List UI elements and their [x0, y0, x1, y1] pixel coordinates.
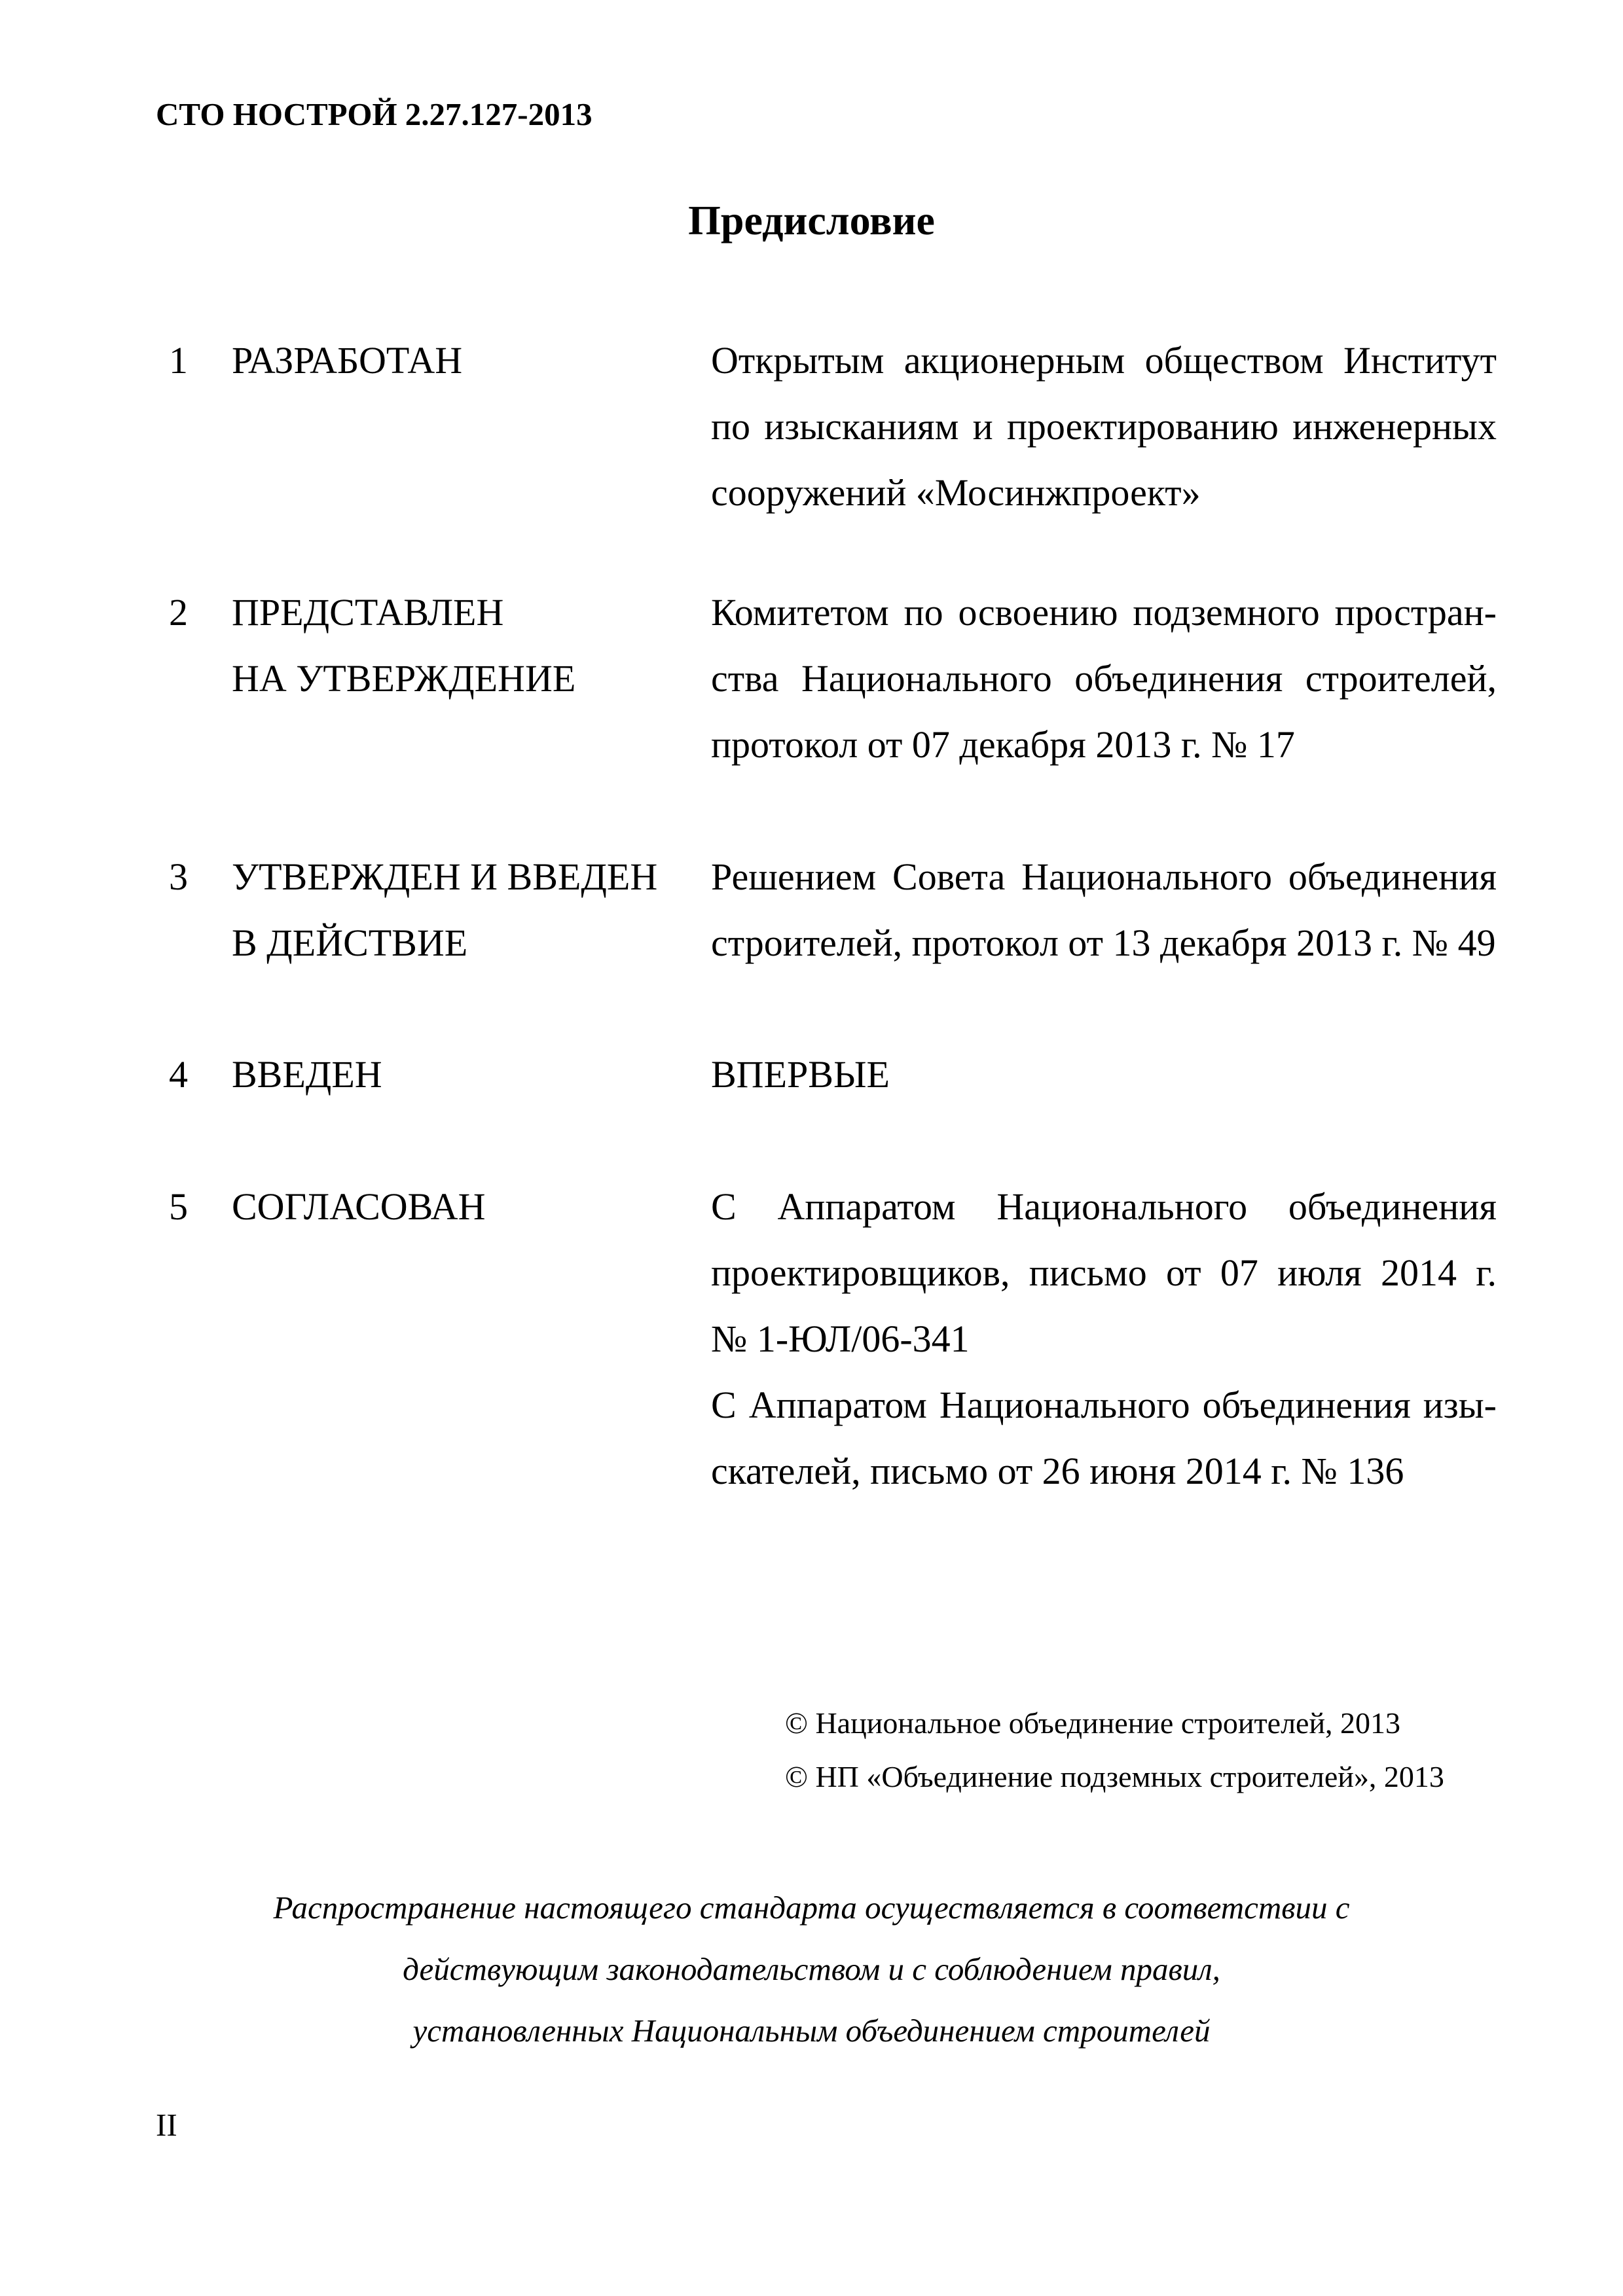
item-number: 1: [169, 339, 188, 382]
item-label-line: НА УТВЕРЖДЕНИЕ: [232, 657, 576, 700]
item-label: [232, 327, 462, 393]
item-label: [232, 579, 575, 711]
page-title: Предисловие: [688, 197, 935, 243]
item-label-line: ПРЕДСТАВЛЕН: [232, 591, 504, 634]
notice-line: Распространение настоящего стандарта осуществляется в соответствии с: [273, 1890, 1350, 1926]
item-value-line: строителей, протокол от 13 декабря 2013 г. № 49: [711, 922, 1496, 964]
item-label-line: ВВЕДЕН: [232, 1053, 382, 1096]
item-value-line: по изысканиям и проектированию инженерных: [711, 405, 1497, 448]
item-value: [711, 327, 1497, 526]
item-value: [711, 844, 1497, 976]
item-label: [232, 844, 657, 976]
item-value-line: Открытым акционерным обществом Институт: [711, 339, 1497, 382]
item-value-line: С Аппаратом Национального объединения: [711, 1185, 1497, 1228]
item-number: 5: [169, 1185, 188, 1228]
page-number: II: [156, 2107, 177, 2143]
item-value-line: сооружений «Мосинжпроект»: [711, 471, 1201, 514]
item-number: 2: [169, 591, 188, 634]
item-value: [711, 1041, 1497, 1107]
item-label: [232, 1041, 382, 1107]
item-value-line: протокол от 07 декабря 2013 г. № 17: [711, 723, 1295, 766]
item-label-line: УТВЕРЖДЕН И ВВЕДЕН: [232, 855, 658, 898]
distribution-notice: [0, 1877, 1623, 2062]
item-value: [711, 579, 1497, 778]
document-code: СТО НОСТРОЙ 2.27.127-2013: [156, 96, 593, 132]
item-number: 3: [169, 855, 188, 898]
item-value-line: скателей, письмо от 26 июня 2014 г. № 136: [711, 1450, 1404, 1492]
item-value: [711, 1174, 1497, 1504]
item-label: [232, 1174, 485, 1240]
copyright-line: © НП «Объединение подземных строителей», 2013: [785, 1760, 1444, 1793]
item-value-line: С Аппаратом Национального объединения изы-: [711, 1384, 1497, 1426]
item-label-line: РАЗРАБОТАН: [232, 339, 463, 382]
notice-line: действующим законодательством и с соблюдением правил,: [403, 1951, 1220, 1987]
item-label-line: СОГЛАСОВАН: [232, 1185, 486, 1228]
item-value-line: Решением Совета Национального объединения: [711, 855, 1497, 898]
item-value-line: № 1-ЮЛ/06-341: [711, 1318, 970, 1360]
notice-line: установленных Национальным объединением строителей: [412, 2013, 1211, 2049]
item-value-line: проектировщиков, письмо от 07 июля 2014 г.: [711, 1251, 1497, 1294]
item-number: 4: [169, 1053, 188, 1096]
item-value-line: ства Национального объединения строителей,: [711, 657, 1497, 700]
copyright-line: © Национальное объединение строителей, 2013: [785, 1706, 1401, 1740]
item-label-line: В ДЕЙСТВИЕ: [232, 922, 468, 964]
item-value-line: ВПЕРВЫЕ: [711, 1053, 890, 1096]
item-value-line: Комитетом по освоению подземного простран-: [711, 591, 1497, 634]
